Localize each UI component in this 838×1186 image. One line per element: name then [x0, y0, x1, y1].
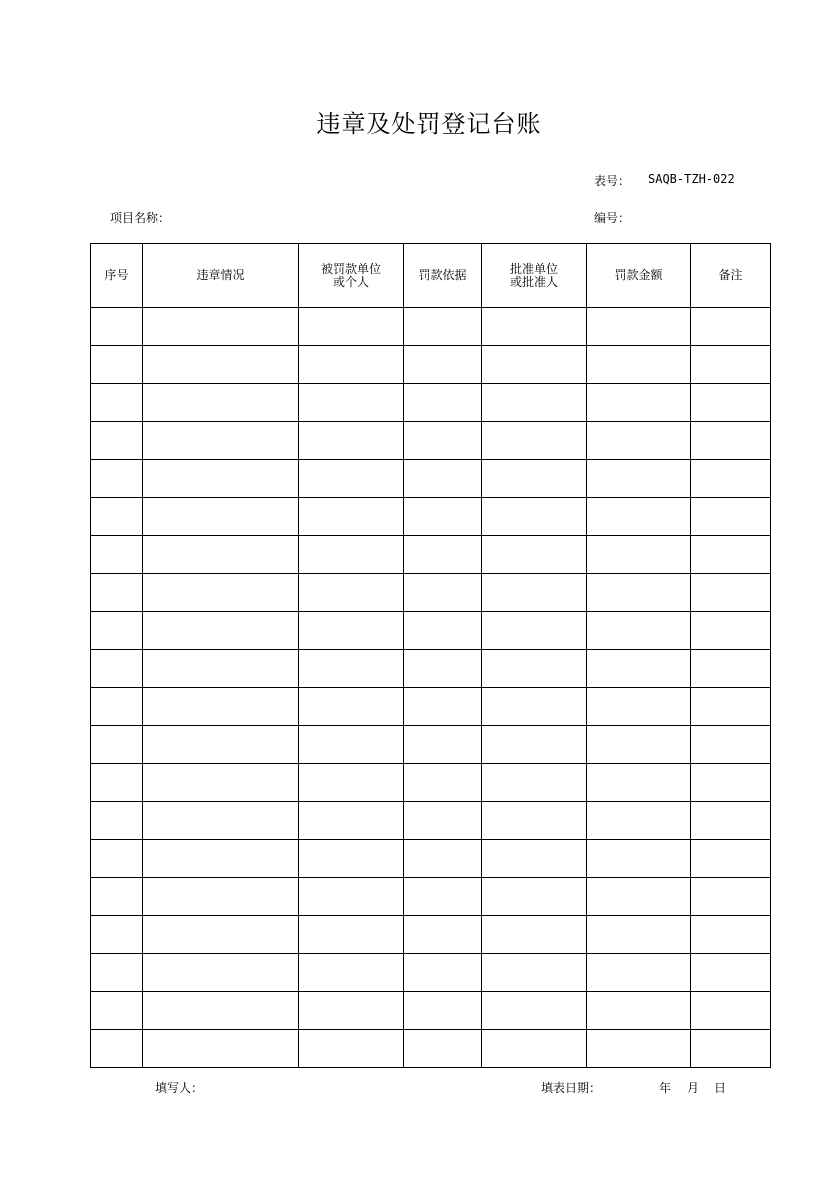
table-row — [91, 346, 771, 384]
table-row — [91, 954, 771, 992]
header-penalty-basis: 罚款依据 — [404, 244, 482, 308]
cell-approver[interactable] — [482, 802, 587, 840]
cell-serial-number[interactable] — [91, 764, 143, 802]
cell-remarks[interactable] — [691, 916, 771, 954]
cell-penalized-party[interactable] — [299, 1030, 404, 1068]
cell-penalty-basis[interactable] — [404, 916, 482, 954]
violation-ledger-table — [90, 243, 771, 1068]
date-month-label: 月 — [687, 1081, 700, 1095]
cell-serial-number[interactable] — [91, 384, 143, 422]
cell-approver[interactable] — [482, 688, 587, 726]
cell-serial-number[interactable] — [91, 954, 143, 992]
cell-serial-number[interactable] — [91, 1030, 143, 1068]
cell-remarks[interactable] — [691, 536, 771, 574]
cell-approver[interactable] — [482, 346, 587, 384]
cell-violation-details[interactable] — [143, 422, 299, 460]
cell-serial-number[interactable] — [91, 650, 143, 688]
cell-penalized-party[interactable] — [299, 460, 404, 498]
table-row — [91, 688, 771, 726]
cell-penalized-party[interactable] — [299, 840, 404, 878]
cell-remarks[interactable] — [691, 498, 771, 536]
cell-violation-details[interactable] — [143, 764, 299, 802]
cell-penalty-amount[interactable] — [587, 384, 691, 422]
cell-penalty-amount[interactable] — [587, 992, 691, 1030]
cell-penalty-amount[interactable] — [587, 498, 691, 536]
header-approver — [482, 244, 587, 308]
cell-approver[interactable] — [482, 308, 587, 346]
table-row — [91, 536, 771, 574]
cell-remarks[interactable] — [691, 840, 771, 878]
cell-approver[interactable] — [482, 1030, 587, 1068]
cell-penalty-amount[interactable] — [587, 840, 691, 878]
cell-approver[interactable] — [482, 536, 587, 574]
cell-penalty-amount[interactable] — [587, 346, 691, 384]
cell-penalty-basis[interactable] — [404, 726, 482, 764]
cell-remarks[interactable] — [691, 422, 771, 460]
date-year-label: 年 — [659, 1081, 672, 1095]
cell-violation-details[interactable] — [143, 1030, 299, 1068]
cell-penalized-party[interactable] — [299, 384, 404, 422]
cell-penalized-party[interactable] — [299, 536, 404, 574]
cell-remarks[interactable] — [691, 726, 771, 764]
cell-penalty-amount[interactable] — [587, 688, 691, 726]
cell-violation-details[interactable] — [143, 498, 299, 536]
cell-penalty-basis[interactable] — [404, 992, 482, 1030]
cell-penalized-party[interactable] — [299, 992, 404, 1030]
cell-penalty-amount[interactable] — [587, 536, 691, 574]
cell-violation-details[interactable] — [143, 840, 299, 878]
cell-penalty-amount[interactable] — [587, 650, 691, 688]
cell-approver[interactable] — [482, 384, 587, 422]
cell-serial-number[interactable] — [91, 992, 143, 1030]
cell-penalty-amount[interactable] — [587, 726, 691, 764]
cell-penalty-basis[interactable] — [404, 954, 482, 992]
date-day-label: 日 — [714, 1081, 727, 1095]
cell-penalized-party[interactable] — [299, 498, 404, 536]
table-row — [91, 650, 771, 688]
cell-penalized-party[interactable] — [299, 308, 404, 346]
cell-violation-details[interactable] — [143, 612, 299, 650]
table-row — [91, 1030, 771, 1068]
cell-remarks[interactable] — [691, 992, 771, 1030]
cell-penalty-basis[interactable] — [404, 764, 482, 802]
cell-penalty-basis[interactable] — [404, 384, 482, 422]
cell-penalty-basis[interactable] — [404, 574, 482, 612]
cell-penalized-party[interactable] — [299, 422, 404, 460]
cell-violation-details[interactable] — [143, 574, 299, 612]
cell-serial-number[interactable] — [91, 574, 143, 612]
cell-penalty-basis[interactable] — [404, 878, 482, 916]
header-approver-line-1: 批准单位 — [509, 261, 558, 276]
cell-serial-number[interactable] — [91, 536, 143, 574]
cell-penalized-party[interactable] — [299, 764, 404, 802]
cell-violation-details[interactable] — [143, 650, 299, 688]
cell-serial-number[interactable] — [91, 612, 143, 650]
cell-serial-number[interactable] — [91, 460, 143, 498]
cell-serial-number[interactable] — [91, 878, 143, 916]
table-row — [91, 422, 771, 460]
cell-serial-number[interactable] — [91, 308, 143, 346]
cell-remarks[interactable] — [691, 460, 771, 498]
cell-penalty-basis[interactable] — [404, 422, 482, 460]
cell-serial-number[interactable] — [91, 498, 143, 536]
serial-number-label: 编号： — [594, 211, 631, 225]
cell-remarks[interactable] — [691, 954, 771, 992]
document-title: 违章及处罚登记台账 — [316, 110, 542, 138]
header-serial-number: 序号 — [91, 244, 143, 308]
table-row — [91, 840, 771, 878]
cell-penalty-amount[interactable] — [587, 954, 691, 992]
cell-remarks[interactable] — [691, 346, 771, 384]
cell-approver[interactable] — [482, 916, 587, 954]
form-number-value: SAQB-TZH-022 — [648, 172, 735, 186]
cell-violation-details[interactable] — [143, 802, 299, 840]
cell-approver[interactable] — [482, 612, 587, 650]
cell-penalized-party[interactable] — [299, 916, 404, 954]
cell-violation-details[interactable] — [143, 954, 299, 992]
cell-remarks[interactable] — [691, 384, 771, 422]
cell-serial-number[interactable] — [91, 688, 143, 726]
header-penalized-party — [299, 244, 404, 308]
cell-penalty-amount[interactable] — [587, 460, 691, 498]
table-row — [91, 802, 771, 840]
cell-remarks[interactable] — [691, 308, 771, 346]
cell-penalty-amount[interactable] — [587, 878, 691, 916]
cell-penalty-amount[interactable] — [587, 308, 691, 346]
cell-penalty-amount[interactable] — [587, 802, 691, 840]
cell-penalized-party[interactable] — [299, 650, 404, 688]
table-row — [91, 498, 771, 536]
cell-penalty-basis[interactable] — [404, 688, 482, 726]
cell-penalty-amount[interactable] — [587, 1030, 691, 1068]
cell-penalized-party[interactable] — [299, 688, 404, 726]
table-row — [91, 612, 771, 650]
table-row — [91, 878, 771, 916]
cell-remarks[interactable] — [691, 612, 771, 650]
cell-penalized-party[interactable] — [299, 726, 404, 764]
header-violation-details: 违章情况 — [143, 244, 299, 308]
cell-serial-number[interactable] — [91, 726, 143, 764]
cell-penalty-basis[interactable] — [404, 536, 482, 574]
cell-violation-details[interactable] — [143, 308, 299, 346]
cell-remarks[interactable] — [691, 878, 771, 916]
cell-remarks[interactable] — [691, 1030, 771, 1068]
cell-remarks[interactable] — [691, 764, 771, 802]
cell-approver[interactable] — [482, 498, 587, 536]
cell-serial-number[interactable] — [91, 840, 143, 878]
header-approver-line-2: 或批准人 — [509, 274, 558, 289]
cell-penalty-basis[interactable] — [404, 346, 482, 384]
header-penalty-amount: 罚款金额 — [587, 244, 691, 308]
cell-penalty-basis[interactable] — [404, 802, 482, 840]
cell-approver[interactable] — [482, 764, 587, 802]
cell-serial-number[interactable] — [91, 802, 143, 840]
cell-penalty-basis[interactable] — [404, 840, 482, 878]
cell-violation-details[interactable] — [143, 916, 299, 954]
cell-approver[interactable] — [482, 460, 587, 498]
table-row — [91, 916, 771, 954]
cell-violation-details[interactable] — [143, 460, 299, 498]
cell-penalty-amount[interactable] — [587, 916, 691, 954]
filler-label: 填写人： — [155, 1081, 204, 1095]
cell-penalized-party[interactable] — [299, 802, 404, 840]
header-penalized-party-line-1: 被罚款单位 — [320, 261, 381, 276]
cell-penalized-party[interactable] — [299, 878, 404, 916]
cell-penalty-amount[interactable] — [587, 612, 691, 650]
cell-serial-number[interactable] — [91, 346, 143, 384]
project-name-label: 项目名称： — [110, 211, 171, 225]
table-header-row — [91, 244, 771, 308]
cell-penalty-amount[interactable] — [587, 422, 691, 460]
table-row — [91, 308, 771, 346]
fill-date-label: 填表日期： — [541, 1081, 602, 1095]
table-row — [91, 384, 771, 422]
cell-serial-number[interactable] — [91, 916, 143, 954]
cell-violation-details[interactable] — [143, 384, 299, 422]
cell-approver[interactable] — [482, 422, 587, 460]
cell-violation-details[interactable] — [143, 878, 299, 916]
cell-remarks[interactable] — [691, 688, 771, 726]
cell-approver[interactable] — [482, 840, 587, 878]
cell-violation-details[interactable] — [143, 346, 299, 384]
cell-penalty-amount[interactable] — [587, 764, 691, 802]
cell-penalty-basis[interactable] — [404, 460, 482, 498]
table-body — [91, 308, 771, 1068]
table-row — [91, 992, 771, 1030]
cell-penalty-amount[interactable] — [587, 574, 691, 612]
cell-penalized-party[interactable] — [299, 954, 404, 992]
table-row — [91, 574, 771, 612]
cell-approver[interactable] — [482, 574, 587, 612]
cell-penalty-basis[interactable] — [404, 308, 482, 346]
cell-remarks[interactable] — [691, 802, 771, 840]
cell-penalty-basis[interactable] — [404, 1030, 482, 1068]
cell-remarks[interactable] — [691, 574, 771, 612]
cell-violation-details[interactable] — [143, 688, 299, 726]
table-row — [91, 460, 771, 498]
cell-approver[interactable] — [482, 992, 587, 1030]
cell-penalized-party[interactable] — [299, 346, 404, 384]
cell-violation-details[interactable] — [143, 536, 299, 574]
table-row — [91, 726, 771, 764]
header-penalized-party-line-2: 或个人 — [332, 274, 369, 289]
cell-penalty-basis[interactable] — [404, 612, 482, 650]
cell-violation-details[interactable] — [143, 726, 299, 764]
cell-approver[interactable] — [482, 650, 587, 688]
header-remarks: 备注 — [691, 244, 771, 308]
table-row — [91, 764, 771, 802]
cell-remarks[interactable] — [691, 650, 771, 688]
form-number-label: 表号： — [594, 174, 631, 188]
cell-violation-details[interactable] — [143, 992, 299, 1030]
cell-serial-number[interactable] — [91, 422, 143, 460]
cell-penalized-party[interactable] — [299, 612, 404, 650]
cell-penalized-party[interactable] — [299, 574, 404, 612]
cell-approver[interactable] — [482, 878, 587, 916]
cell-approver[interactable] — [482, 954, 587, 992]
cell-penalty-basis[interactable] — [404, 498, 482, 536]
cell-penalty-basis[interactable] — [404, 650, 482, 688]
cell-approver[interactable] — [482, 726, 587, 764]
